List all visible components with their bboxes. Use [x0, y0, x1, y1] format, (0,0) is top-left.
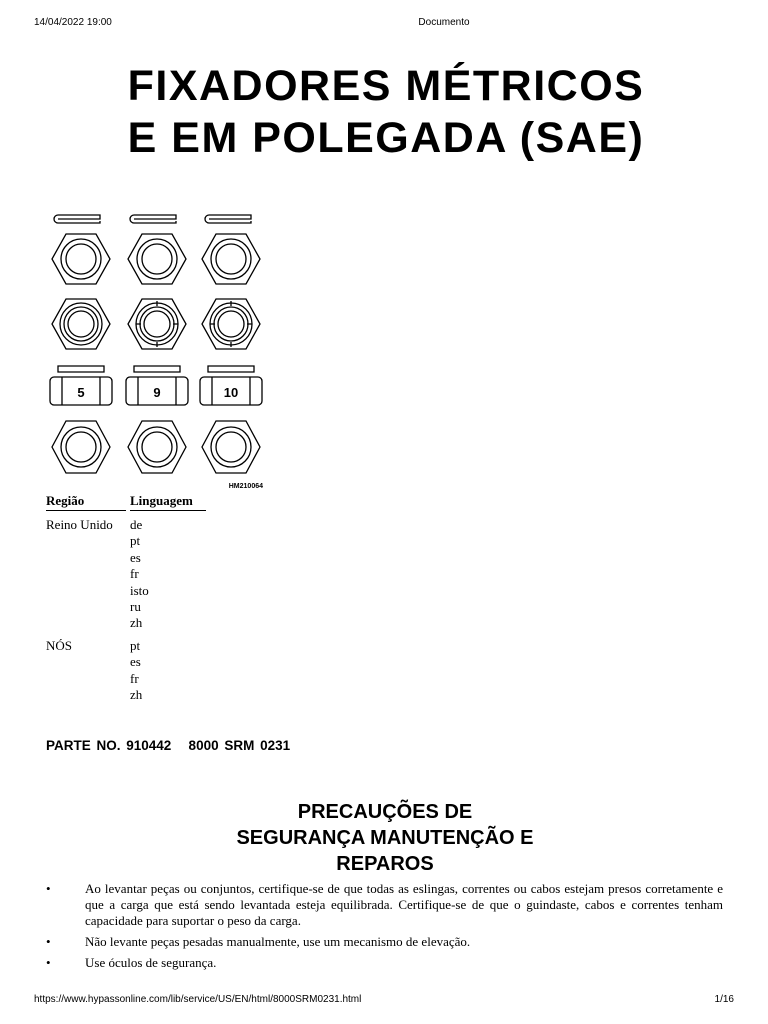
list-item [46, 934, 723, 950]
figure-code: HM210064 [228, 483, 263, 490]
language-table [46, 493, 193, 703]
list-item-text: Ao levantar peças ou conjuntos, certifique-se de que todas as eslingas, correntes ou cabos estejam presos corretamente e que a carga que está sendo levantada esteja equilibrada. Certifique-se de que o guindaste, cabos e correntes tenham capacidade para suportar o peso da carga. [85, 881, 723, 928]
language-list [130, 638, 149, 704]
lock-nut-icon [52, 299, 260, 349]
language-code: pt [130, 533, 141, 549]
nut-number-10: 10 [223, 385, 239, 400]
fasteners-illustration [44, 206, 274, 492]
hex-nut-icon [52, 234, 260, 284]
region-name: NÓS [46, 637, 73, 653]
safety-precautions-list [46, 881, 723, 976]
nut-number-9: 9 [153, 385, 161, 400]
list-item-text: Não levante peças pesadas manualmente, use um mecanismo de elevação. [85, 934, 471, 949]
cotter-pin-icon [54, 215, 251, 223]
bullet-icon: • [46, 881, 51, 896]
region-name: Reino Unido [46, 517, 113, 532]
page-number: 1/16 [714, 994, 734, 1005]
part-number: PARTE NO. 910442 8000 SRM 0231 [46, 738, 291, 753]
bullet-icon: • [46, 934, 51, 949]
language-code: ru [130, 598, 141, 614]
bullet-icon: • [46, 955, 51, 970]
language-code: zh [130, 615, 143, 631]
language-code: es [130, 549, 141, 565]
list-item [46, 881, 723, 929]
region-group-uk [46, 517, 149, 632]
flange-nut-icon [52, 421, 260, 473]
section-title-line-1: PRECAUÇÕES DE [297, 801, 473, 823]
language-code: isto [130, 582, 149, 598]
page-title-line-1: FIXADORES MÉTRICOS [127, 62, 645, 110]
print-document-title: Documento [418, 17, 470, 28]
section-title [0, 799, 768, 877]
region-group-us [46, 638, 149, 704]
page-url: https://www.hypassonline.com/lib/service/US/EN/html/8000SRM0231.html [34, 994, 362, 1005]
language-table-header [46, 493, 193, 511]
page-title [0, 60, 768, 164]
section-title-line-3: REPAROS [336, 853, 434, 875]
list-item-text: Use óculos de segurança. [85, 955, 217, 970]
language-code: fr [130, 566, 139, 582]
language-code: zh [130, 686, 143, 702]
language-code: fr [130, 670, 139, 686]
language-code: de [130, 517, 143, 532]
language-code: pt [130, 637, 141, 653]
print-datetime: 14/04/2022 19:00 [34, 17, 112, 28]
nut-number-5: 5 [77, 385, 85, 400]
language-header: Linguagem [130, 493, 206, 511]
region-header: Região [46, 493, 126, 511]
list-item [46, 955, 723, 971]
language-code: es [130, 654, 141, 670]
page-title-line-2: E EM POLEGADA (SAE) [127, 114, 645, 162]
section-title-line-2: SEGURANÇA MANUTENÇÃO E [236, 827, 534, 849]
language-list [130, 517, 149, 632]
